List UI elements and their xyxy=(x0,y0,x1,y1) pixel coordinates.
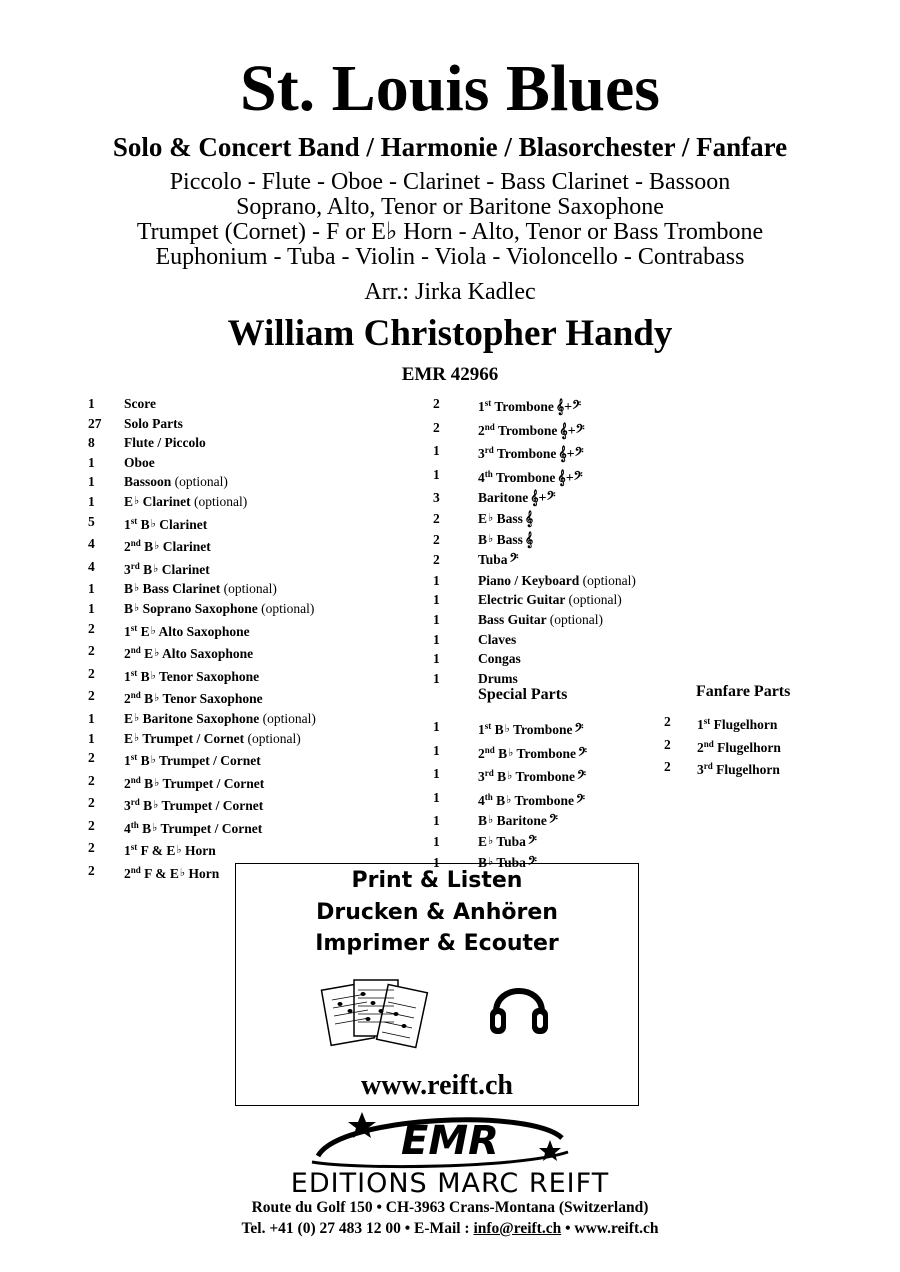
part-quantity: 1 xyxy=(433,572,440,588)
part-quantity: 2 xyxy=(88,840,95,856)
ordinal-suffix: rd xyxy=(130,560,140,571)
part-quantity: 1 xyxy=(433,466,440,482)
clef-icon: 𝄢 xyxy=(578,746,588,762)
part-row xyxy=(433,590,636,610)
ordinal-suffix: nd xyxy=(130,645,141,656)
clef-icon: 𝄞 xyxy=(524,532,534,548)
part-quantity: 2 xyxy=(88,750,95,766)
print-listen-box xyxy=(235,863,639,1106)
headphones-icon xyxy=(486,972,552,1038)
part-name: 2nd B♭ Clarinet xyxy=(124,538,211,555)
part-name: 3rd B♭ Trumpet / Cornet xyxy=(124,797,264,814)
clef-icon: 𝄞+𝄢 xyxy=(558,447,584,463)
part-row xyxy=(88,453,316,473)
part-row xyxy=(433,571,636,591)
part-name: 2nd Trombone 𝄞+𝄢 xyxy=(478,421,585,439)
clef-icon: 𝄢 xyxy=(576,793,586,809)
part-row xyxy=(88,579,316,599)
clef-icon: 𝄞+𝄢 xyxy=(557,470,583,486)
instrument-line-2: Soprano, Alto, Tenor or Baritone Saxophone xyxy=(236,194,664,220)
part-row xyxy=(433,832,587,853)
flat-sign-icon: ♭ xyxy=(154,692,160,705)
special-parts-list xyxy=(433,717,587,873)
flat-sign-icon: ♭ xyxy=(504,723,510,735)
optional-note: (optional) xyxy=(223,581,277,597)
part-name: B♭ Bass 𝄞 xyxy=(478,531,534,548)
part-name: Solo Parts xyxy=(124,415,183,431)
part-name: 2nd B♭ Tenor Saxophone xyxy=(124,690,263,707)
part-quantity: 2 xyxy=(433,510,440,526)
part-name: 1st F & E♭ Horn xyxy=(124,842,216,859)
ordinal-suffix: st xyxy=(130,752,138,763)
part-name: 3rd Trombone 𝄞+𝄢 xyxy=(478,445,584,463)
contact-web: • www.reift.ch xyxy=(561,1220,659,1237)
flat-sign-icon: ♭ xyxy=(134,711,140,724)
part-quantity: 2 xyxy=(433,531,440,547)
contact-email-link[interactable]: info@reift.ch xyxy=(473,1220,562,1237)
special-parts-heading: Special Parts xyxy=(478,686,568,703)
clef-icon: 𝄢 xyxy=(509,553,519,569)
part-name: E♭ Bass 𝄞 xyxy=(478,510,534,527)
part-quantity: 2 xyxy=(433,419,440,435)
part-quantity: 4 xyxy=(88,558,95,574)
flat-sign-icon: ♭ xyxy=(153,562,159,575)
ordinal-suffix: rd xyxy=(484,445,494,456)
part-quantity: 1 xyxy=(433,592,440,608)
part-row xyxy=(433,741,587,765)
part-name: Electric Guitar (optional) xyxy=(478,592,622,608)
promo-line-print-listen: Print & Listen xyxy=(351,868,523,893)
part-quantity: 1 xyxy=(88,581,95,597)
part-quantity: 2 xyxy=(88,772,95,788)
part-row xyxy=(88,534,316,557)
emr-logo-icon xyxy=(300,1108,600,1170)
part-row xyxy=(433,530,636,551)
ordinal-suffix: st xyxy=(703,716,711,726)
part-quantity: 1 xyxy=(88,474,95,490)
catalog-number: EMR 42966 xyxy=(401,364,499,385)
publisher-address: Route du Golf 150 • CH-3963 Crans-Montana (Switzerland) xyxy=(251,1199,649,1216)
part-name: 1st B♭ Trumpet / Cornet xyxy=(124,752,261,769)
part-quantity: 1 xyxy=(88,600,95,616)
optional-note: (optional) xyxy=(261,600,315,616)
part-quantity: 8 xyxy=(88,435,95,451)
part-quantity: 1 xyxy=(433,813,440,829)
ordinal-suffix: rd xyxy=(484,768,494,779)
part-quantity: 1 xyxy=(88,493,95,509)
part-row xyxy=(88,557,316,580)
arranger: Arr.: Jirka Kadlec xyxy=(364,279,536,305)
emr-logo-mark: EMR xyxy=(401,1118,499,1164)
flat-sign-icon: ♭ xyxy=(507,770,513,783)
ordinal-suffix: nd xyxy=(130,690,141,701)
clef-icon: 𝄞+𝄢 xyxy=(559,423,585,439)
flat-sign-icon: ♭ xyxy=(134,601,140,614)
part-name: 3rd B♭ Trombone 𝄢 xyxy=(478,768,587,786)
part-row xyxy=(433,418,636,442)
fanfare-parts-heading: Fanfare Parts xyxy=(696,683,791,700)
promo-url[interactable]: www.reift.ch xyxy=(361,1070,513,1101)
part-row xyxy=(433,550,636,571)
ordinal-suffix: nd xyxy=(484,421,495,432)
part-name: Claves xyxy=(478,631,517,647)
part-row xyxy=(664,735,781,758)
part-quantity: 2 xyxy=(88,620,95,636)
ordinal-suffix: th xyxy=(484,791,493,802)
part-name: 2nd B♭ Trumpet / Cornet xyxy=(124,774,265,791)
part-row xyxy=(88,599,316,619)
part-row xyxy=(664,757,781,780)
promo-line-imprimer: Imprimer & Ecouter xyxy=(315,931,559,956)
part-quantity: 2 xyxy=(664,759,671,775)
part-quantity: 1 xyxy=(433,611,440,627)
part-quantity: 1 xyxy=(433,789,440,805)
part-row xyxy=(433,764,587,788)
part-row xyxy=(88,512,316,535)
page-title: St. Louis Blues xyxy=(240,52,660,125)
clef-icon: 𝄢 xyxy=(527,834,537,850)
part-quantity: 1 xyxy=(433,651,440,667)
optional-note: (optional) xyxy=(582,572,636,588)
part-row xyxy=(88,748,316,771)
publisher-contact xyxy=(0,1219,900,1238)
clef-icon: 𝄢 xyxy=(574,723,584,738)
clef-icon: 𝄢 xyxy=(527,855,537,871)
flat-sign-icon: ♭ xyxy=(154,776,160,789)
part-name: 1st Flugelhorn xyxy=(697,716,778,732)
ordinal-suffix: st xyxy=(130,842,138,853)
part-quantity: 2 xyxy=(433,396,440,411)
part-row xyxy=(88,838,316,861)
part-quantity: 2 xyxy=(88,863,95,879)
optional-note: (optional) xyxy=(247,730,301,746)
part-row xyxy=(88,414,316,434)
part-quantity: 1 xyxy=(433,854,440,870)
flat-sign-icon: ♭ xyxy=(488,814,494,827)
part-name: E♭ Tuba 𝄢 xyxy=(478,833,537,850)
part-name: 2nd Flugelhorn xyxy=(697,738,781,755)
part-quantity: 2 xyxy=(88,665,95,681)
part-quantity: 27 xyxy=(88,415,102,431)
ordinal-suffix: th xyxy=(130,819,139,830)
part-name: Congas xyxy=(478,651,521,667)
flat-sign-icon: ♭ xyxy=(153,799,159,812)
flat-sign-icon: ♭ xyxy=(508,746,514,759)
part-row xyxy=(433,649,636,669)
part-row xyxy=(433,811,587,832)
part-row xyxy=(88,433,316,453)
part-name: 1st B♭ Clarinet xyxy=(124,515,208,532)
flat-sign-icon: ♭ xyxy=(150,754,156,767)
part-name: 4th B♭ Trumpet / Cornet xyxy=(124,819,263,836)
part-quantity: 4 xyxy=(88,536,95,552)
part-name: E♭ Baritone Saxophone (optional) xyxy=(124,710,316,726)
part-row xyxy=(88,394,316,414)
part-name: Tuba 𝄢 xyxy=(478,552,519,569)
part-row xyxy=(88,771,316,794)
optional-note: (optional) xyxy=(262,710,316,726)
part-name: Flute / Piccolo xyxy=(124,435,206,451)
flat-sign-icon: ♭ xyxy=(488,532,494,545)
part-quantity: 1 xyxy=(88,730,95,746)
instrument-line-1: Piccolo - Flute - Oboe - Clarinet - Bass Clarinet - Bassoon xyxy=(169,169,731,195)
part-row xyxy=(88,641,316,664)
flat-sign-icon: ♭ xyxy=(154,647,160,660)
clef-icon: 𝄞+𝄢 xyxy=(555,400,582,415)
part-name: 1st E♭ Alto Saxophone xyxy=(124,622,250,639)
part-quantity: 1 xyxy=(433,766,440,782)
part-name: 3rd B♭ Clarinet xyxy=(124,560,210,577)
part-quantity: 1 xyxy=(433,670,440,686)
part-row xyxy=(433,610,636,630)
ordinal-suffix: st xyxy=(130,622,138,633)
part-row xyxy=(88,709,316,729)
part-name: E♭ Clarinet (optional) xyxy=(124,493,248,509)
parts-list-left xyxy=(88,394,316,884)
ordinal-suffix: st xyxy=(484,721,492,731)
part-row xyxy=(664,712,781,735)
optional-note: (optional) xyxy=(174,474,228,490)
ordinal-suffix: nd xyxy=(703,738,714,749)
part-name: 2nd E♭ Alto Saxophone xyxy=(124,645,254,662)
contact-tel: Tel. +41 (0) 27 483 12 00 • E-Mail : xyxy=(241,1220,474,1237)
part-name: Piano / Keyboard (optional) xyxy=(478,572,636,588)
part-quantity: 1 xyxy=(88,454,95,470)
flat-sign-icon: ♭ xyxy=(488,834,494,847)
part-quantity: 2 xyxy=(433,552,440,568)
page-subtitle: Solo & Concert Band / Harmonie / Blasorchester / Fanfare xyxy=(112,132,788,162)
part-name: B♭ Baritone 𝄢 xyxy=(478,813,558,830)
part-row xyxy=(88,729,316,749)
part-name: 1st Trombone 𝄞+𝄢 xyxy=(478,398,582,415)
flat-sign-icon: ♭ xyxy=(134,731,140,744)
ordinal-suffix: rd xyxy=(703,761,713,772)
flat-sign-icon: ♭ xyxy=(150,669,156,682)
flat-sign-icon: ♭ xyxy=(488,855,494,868)
part-quantity: 2 xyxy=(88,688,95,704)
part-name: 2nd B♭ Trombone 𝄢 xyxy=(478,744,588,762)
part-quantity: 2 xyxy=(664,736,671,752)
part-quantity: 2 xyxy=(88,817,95,833)
part-row xyxy=(433,394,636,418)
part-quantity: 3 xyxy=(433,490,440,506)
sheet-music-icon xyxy=(318,974,430,1054)
flat-sign-icon: ♭ xyxy=(179,867,186,880)
part-name: Drums xyxy=(478,670,518,686)
flat-sign-icon: ♭ xyxy=(488,511,494,524)
flat-sign-icon: ♭ xyxy=(150,624,156,637)
part-row xyxy=(433,788,587,812)
flat-sign-icon: ♭ xyxy=(134,494,140,507)
ordinal-suffix: nd xyxy=(484,744,495,755)
part-name: 3rd Flugelhorn xyxy=(697,761,780,778)
part-name: 4th B♭ Trombone 𝄢 xyxy=(478,791,586,809)
part-name: 4th Trombone 𝄞+𝄢 xyxy=(478,468,583,486)
instrument-line-3: Trumpet (Cornet) - F or E♭ Horn - Alto, Tenor or Bass Trombone xyxy=(136,219,764,245)
optional-note: (optional) xyxy=(568,592,622,608)
part-quantity: 5 xyxy=(88,513,95,529)
clef-icon: 𝄢 xyxy=(577,770,587,786)
clef-icon: 𝄞 xyxy=(524,511,534,527)
part-name: 1st B♭ Tenor Saxophone xyxy=(124,667,260,684)
part-name: Baritone 𝄞+𝄢 xyxy=(478,490,556,507)
flat-sign-icon: ♭ xyxy=(150,517,156,530)
part-quantity: 1 xyxy=(433,719,440,734)
flat-sign-icon: ♭ xyxy=(176,844,182,857)
flat-sign-icon: ♭ xyxy=(154,540,160,553)
part-quantity: 1 xyxy=(88,396,95,411)
optional-note: (optional) xyxy=(549,611,604,627)
part-quantity: 1 xyxy=(88,710,95,726)
instrument-line-4: Euphonium - Tuba - Violin - Viola - Violoncello - Contrabass xyxy=(155,244,745,270)
part-row xyxy=(433,488,636,509)
fanfare-parts-list xyxy=(664,712,781,780)
part-row xyxy=(433,465,636,489)
part-row xyxy=(88,619,316,642)
part-row xyxy=(88,492,316,512)
part-quantity: 2 xyxy=(664,714,671,729)
part-row xyxy=(433,717,587,741)
ordinal-suffix: rd xyxy=(130,797,140,808)
part-name: E♭ Trumpet / Cornet (optional) xyxy=(124,730,301,746)
flat-sign-icon: ♭ xyxy=(134,582,140,595)
part-row xyxy=(433,630,636,650)
ordinal-suffix: st xyxy=(484,398,492,408)
part-quantity: 2 xyxy=(88,643,95,659)
clef-icon: 𝄢 xyxy=(548,814,558,830)
part-row xyxy=(88,472,316,492)
flat-sign-icon: ♭ xyxy=(506,793,512,806)
part-quantity: 1 xyxy=(433,742,440,758)
ordinal-suffix: st xyxy=(130,515,138,526)
ordinal-suffix: th xyxy=(484,468,493,479)
ordinal-suffix: nd xyxy=(130,865,141,876)
part-row xyxy=(88,793,316,816)
part-name: Score xyxy=(124,396,156,411)
ordinal-suffix: nd xyxy=(130,538,141,549)
part-name: B♭ Soprano Saxophone (optional) xyxy=(124,600,315,616)
optional-note: (optional) xyxy=(193,493,248,509)
publisher-name: EDITIONS MARC REIFT xyxy=(290,1168,610,1199)
part-name: 2nd F & E♭ Horn xyxy=(124,865,220,882)
part-name: Bassoon (optional) xyxy=(124,474,228,490)
part-row xyxy=(88,686,316,709)
ordinal-suffix: st xyxy=(130,667,138,678)
part-quantity: 1 xyxy=(433,631,440,647)
flat-sign-icon: ♭ xyxy=(152,821,158,834)
part-quantity: 2 xyxy=(88,795,95,811)
part-row xyxy=(433,441,636,465)
part-row xyxy=(433,509,636,530)
composer: William Christopher Handy xyxy=(227,313,673,354)
part-quantity: 1 xyxy=(433,443,440,459)
part-row xyxy=(88,664,316,687)
part-name: Oboe xyxy=(124,454,155,470)
part-row xyxy=(88,816,316,839)
clef-icon: 𝄞+𝄢 xyxy=(530,491,556,507)
part-name: B♭ Bass Clarinet (optional) xyxy=(124,581,277,597)
part-name: B♭ Tuba 𝄢 xyxy=(478,854,537,871)
promo-line-drucken: Drucken & Anhören xyxy=(316,900,558,925)
part-name: 1st B♭ Trombone 𝄢 xyxy=(478,721,584,738)
part-quantity: 1 xyxy=(433,833,440,849)
ordinal-suffix: nd xyxy=(130,774,141,785)
part-name: Bass Guitar (optional) xyxy=(478,611,604,627)
parts-list-right xyxy=(433,394,636,688)
